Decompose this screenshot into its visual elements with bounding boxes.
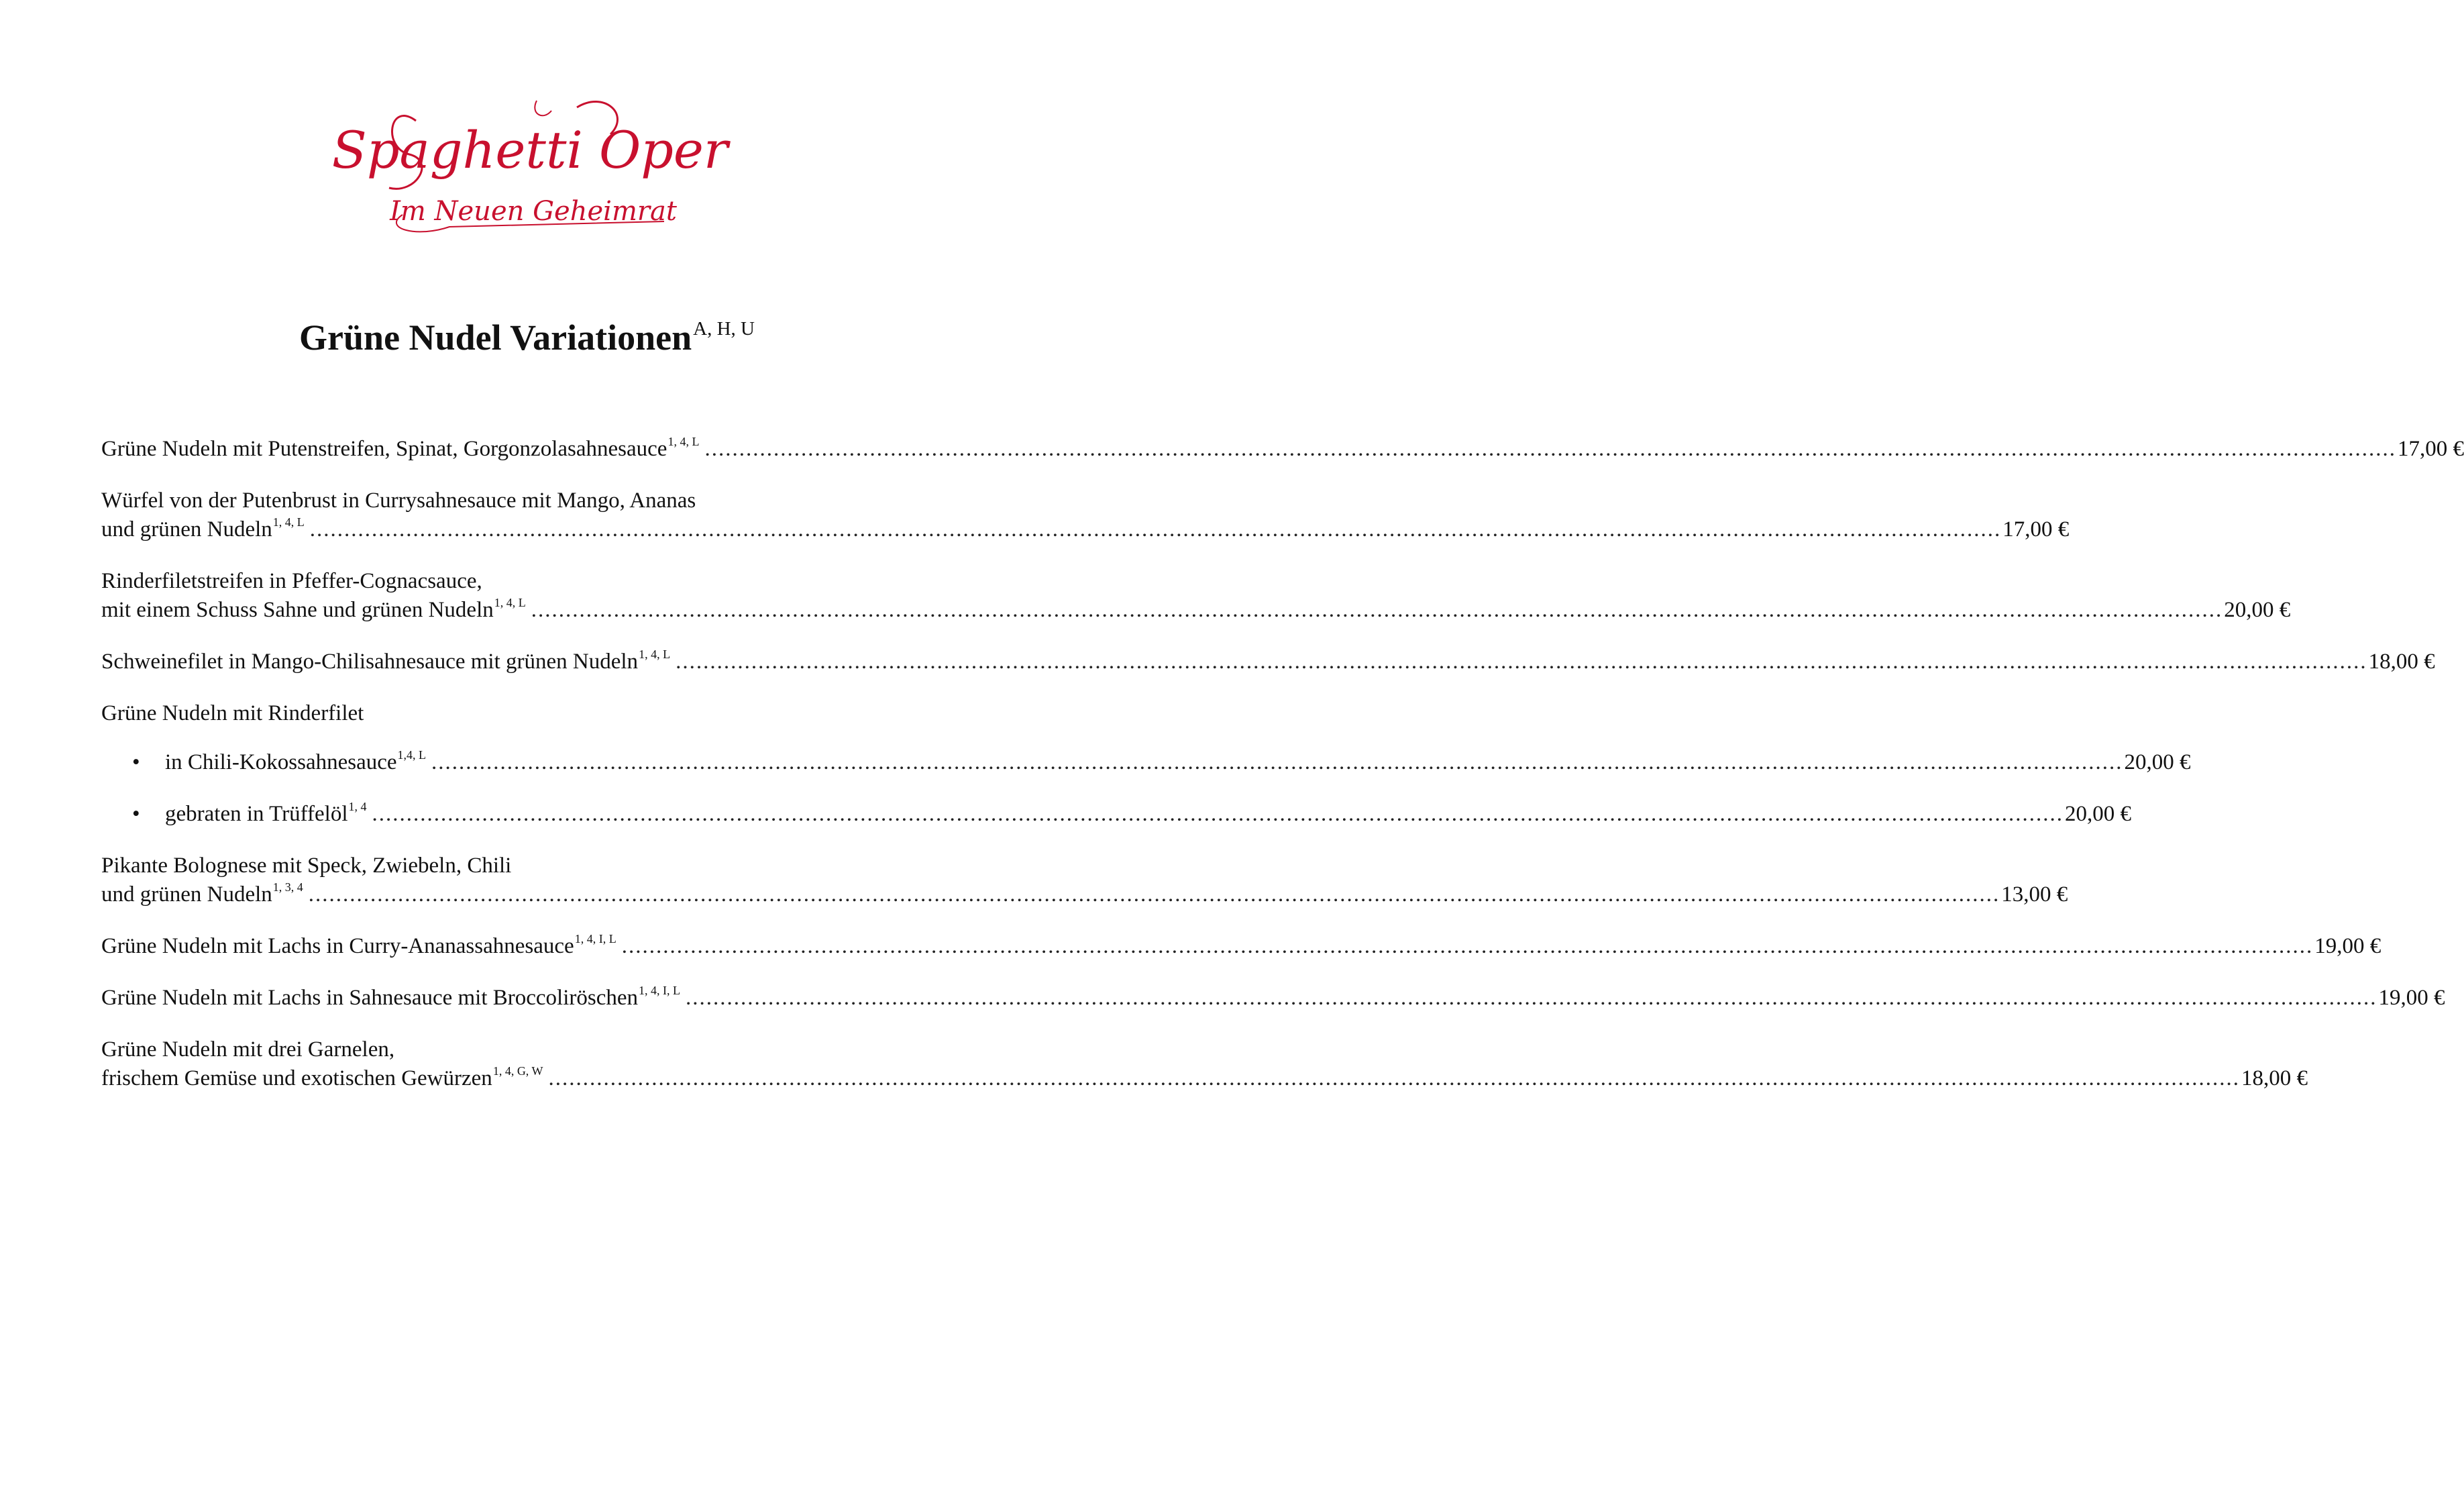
page-title-text: Grüne Nudel Variationen xyxy=(299,317,692,358)
menu-item-name-text: Grüne Nudeln mit Lachs in Sahnesauce mit Broccoliröschen xyxy=(101,986,639,1010)
menu-item-price: 20,00 € xyxy=(2065,802,2132,826)
menu-item-name xyxy=(165,748,426,780)
menu-item-allergens: 1, 4, L xyxy=(272,515,305,529)
leader-dots xyxy=(676,648,2367,676)
menu-item xyxy=(101,567,2291,627)
menu-item-description: Würfel von der Putenbrust in Currysahnesauce mit Mango, Ananas xyxy=(101,489,696,513)
menu-item-name xyxy=(101,880,303,912)
menu-item xyxy=(101,932,2381,964)
menu-item-price: 17,00 € xyxy=(2397,437,2464,461)
menu-group-heading: Grüne Nudeln mit Rinderfilet xyxy=(101,701,364,725)
menu-item-name-text: in Chili-Kokossahnesauce xyxy=(165,750,397,774)
menu-item-name xyxy=(101,515,305,547)
leader-dots xyxy=(310,515,2002,544)
menu-item-price: 18,00 € xyxy=(2241,1066,2308,1090)
menu-item-name-text: Grüne Nudeln mit Putenstreifen, Spinat, Gorgonzolasahnesauce xyxy=(101,437,667,461)
menu-item-allergens: 1, 4, I, L xyxy=(574,932,617,945)
menu-item-row xyxy=(165,748,2191,780)
menu-item-name xyxy=(101,1064,543,1096)
menu-item-row xyxy=(101,596,2291,627)
menu-item-price: 20,00 € xyxy=(2124,750,2191,774)
menu-item-row xyxy=(101,648,2435,679)
leader-dots xyxy=(622,932,2314,961)
menu-item-row xyxy=(101,984,2445,1015)
bullet-icon: • xyxy=(132,750,140,774)
menu-item-row xyxy=(101,515,2070,547)
menu-item-name-text: gebraten in Trüffelöl xyxy=(165,802,348,826)
menu-item-name-text: Grüne Nudeln mit Lachs in Curry-Ananassahnesauce xyxy=(101,934,574,958)
menu-item-price: 18,00 € xyxy=(2368,650,2435,674)
menu-item-row xyxy=(101,1064,2308,1096)
menu-item-price: 20,00 € xyxy=(2224,598,2291,622)
menu-item-allergens: 1, 4 xyxy=(348,800,367,813)
menu-item-name xyxy=(101,596,526,627)
leader-dots xyxy=(704,435,2396,464)
menu-item-name-text: mit einem Schuss Sahne und grünen Nudeln xyxy=(101,598,494,622)
menu-item-description: Rinderfiletstreifen in Pfeffer-Cognacsauce, xyxy=(101,569,482,593)
menu-item xyxy=(101,1035,2308,1096)
leader-dots xyxy=(372,800,2064,829)
menu-subitem xyxy=(101,748,2191,780)
menu-item-row xyxy=(101,880,2068,912)
leader-dots xyxy=(548,1064,2240,1093)
bullet-icon: • xyxy=(132,802,140,826)
menu-item-name-text: und grünen Nudeln xyxy=(101,517,272,542)
leader-dots xyxy=(431,748,2123,777)
menu-item-allergens: 1, 4, L xyxy=(494,596,526,609)
logo-flourish-mid xyxy=(535,101,551,115)
menu-item-allergens: 1, 4, L xyxy=(639,648,671,661)
menu-item-description: Pikante Bolognese mit Speck, Zwiebeln, Chili xyxy=(101,854,512,878)
menu-item-row xyxy=(101,932,2381,964)
menu-item-row xyxy=(101,435,2464,466)
menu-item-allergens: 1,4, L xyxy=(397,748,427,762)
menu-item-name xyxy=(101,435,699,466)
menu-item-price: 17,00 € xyxy=(2002,517,2070,542)
menu-item-allergens: 1, 4, I, L xyxy=(639,984,681,997)
menu-item-name xyxy=(165,800,367,831)
leader-dots xyxy=(686,984,2377,1013)
menu-item-allergens: 1, 3, 4 xyxy=(272,880,303,894)
restaurant-logo xyxy=(331,94,729,238)
menu-subitem xyxy=(101,800,2132,831)
menu-item-name-text: und grünen Nudeln xyxy=(101,882,272,907)
menu-item xyxy=(101,984,2445,1015)
leader-dots xyxy=(531,596,2223,625)
menu-item-row xyxy=(165,800,2131,831)
menu-item-name xyxy=(101,984,680,1015)
menu-item-name xyxy=(101,648,670,679)
menu-item xyxy=(101,435,2464,466)
menu-item-allergens: 1, 4, L xyxy=(667,435,700,448)
page-title-allergens: A, H, U xyxy=(693,318,755,340)
menu-item-name-text: frischem Gemüse und exotischen Gewürzen xyxy=(101,1066,492,1090)
logo-graphic xyxy=(331,94,729,238)
logo-line1: Spaghetti Oper xyxy=(331,120,729,180)
menu-item-price: 19,00 € xyxy=(2314,934,2381,958)
menu-item xyxy=(101,852,2068,912)
leader-dots xyxy=(309,880,2000,909)
menu-item-allergens: 1, 4, G, W xyxy=(492,1064,543,1078)
menu-item-price: 19,00 € xyxy=(2378,986,2445,1010)
menu-item-description: Grüne Nudeln mit drei Garnelen, xyxy=(101,1037,395,1062)
page-title xyxy=(0,314,1054,367)
menu-list xyxy=(101,435,2464,1116)
menu-item-name xyxy=(101,932,617,964)
menu-item xyxy=(101,486,2070,547)
menu-item-price: 13,00 € xyxy=(2001,882,2068,907)
menu-item xyxy=(101,648,2435,679)
logo-line2: Im Neuen Geheimrat xyxy=(390,196,677,227)
menu-item-name-text: Schweinefilet in Mango-Chilisahnesauce mit grünen Nudeln xyxy=(101,650,639,674)
